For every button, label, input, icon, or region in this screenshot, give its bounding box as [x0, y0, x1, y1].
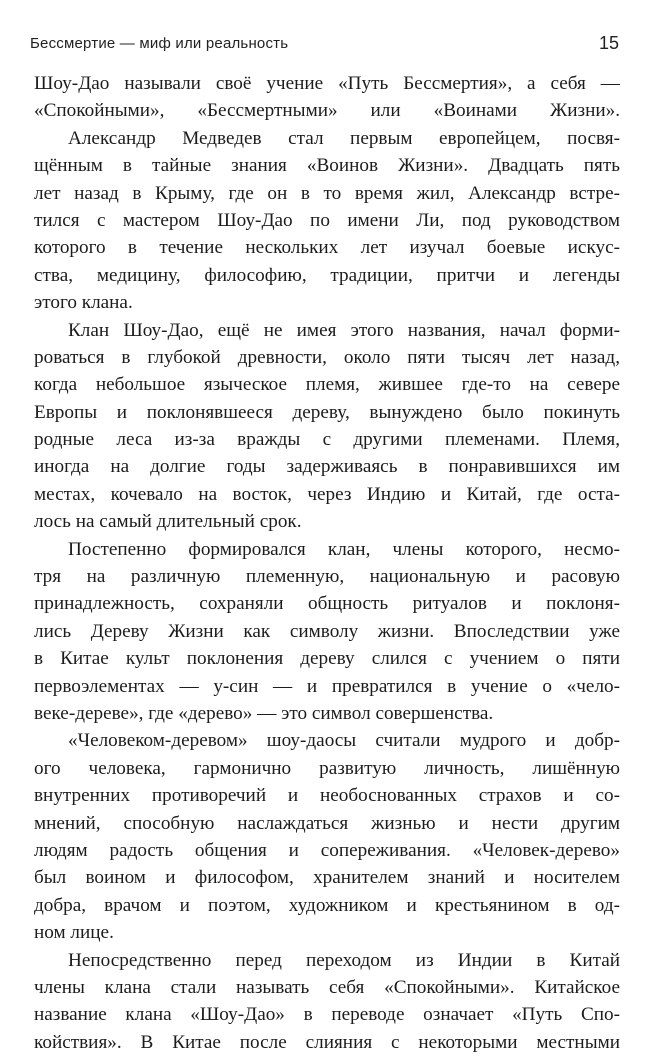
text-line: ого человека, гармонично развитую личность, лишённую — [34, 757, 620, 779]
text-line: тря на различную племенную, национальную и расовую — [34, 566, 620, 588]
text-line: Постепенно формировался клан, члены которого, несмо- — [68, 538, 620, 560]
text-line: этого клана. — [34, 292, 133, 314]
text-line: внутренних противоречий и необоснованных страхов и со- — [34, 785, 620, 807]
text-line: был воином и философом, хранителем знаний и носителем — [34, 867, 620, 889]
text-line: Непосредственно перед переходом из Индии в Китай — [68, 949, 620, 971]
text-line: людям радость общения и сопереживания. «Человек-дерево» — [34, 839, 620, 861]
running-title: Бессмертие — миф или реальность — [30, 35, 289, 52]
text-line: тился с мастером Шоу-Дао по имени Ли, под руководством — [34, 209, 620, 231]
text-line: Александр Медведев стал первым европейцем, посвя- — [68, 127, 620, 149]
page-number: 15 — [598, 33, 619, 53]
text-line: добра, врачом и поэтом, художником и крестьянином в од- — [34, 894, 620, 916]
text-line: Клан Шоу-Дао, ещё не имея этого названия, начал форми- — [68, 319, 620, 341]
text-line: лось на самый длительный срок. — [34, 511, 302, 533]
text-line: «Спокойными», «Бессмертными» или «Воинами Жизни». — [34, 100, 620, 122]
text-line: первоэлементах — у-син — и превратился в учение о «чело- — [34, 675, 620, 697]
text-line: Шоу-Дао называли своё учение «Путь Бессмертия», а себя — — [34, 73, 620, 94]
text-line: ном лице. — [34, 922, 114, 944]
text-line: лись Дереву Жизни как символу жизни. Впоследствии уже — [34, 620, 620, 642]
text-line: принадлежность, сохраняли общность ритуалов и поклоня- — [34, 593, 620, 615]
body-text — [34, 70, 620, 1056]
text-line: когда небольшое языческое племя, жившее где-то на севере — [34, 374, 620, 396]
text-line: щённым в тайные знания «Воинов Жизни». Двадцать пять — [34, 155, 620, 177]
text-line: иногда на долгие годы задерживаясь в понравившихся им — [34, 456, 620, 478]
text-line: родные леса из-за вражды с другими племенами. Племя, — [34, 429, 620, 451]
text-line: веке-дереве», где «дерево» — это символ совершенства. — [34, 702, 494, 724]
text-line: название клана «Шоу-Дао» в переводе означает «Путь Спо- — [34, 1004, 620, 1026]
text-line: койствия». В Китае после слияния с некоторыми местными — [34, 1031, 620, 1053]
text-line: в Китае культ поклонения дереву слился с учением о пяти — [34, 648, 620, 670]
text-line: местах, кочевало на восток, через Индию и Китай, где оста- — [34, 483, 620, 505]
text-line: Европы и поклонявшееся дереву, вынуждено было покинуть — [34, 401, 620, 423]
text-line: мнений, способную наслаждаться жизнью и нести другим — [34, 812, 620, 834]
text-line: «Человеком-деревом» шоу-даосы считали мудрого и добр- — [68, 730, 620, 752]
text-line: лет назад в Крыму, где он в то время жил, Александр встре- — [34, 182, 620, 204]
text-line: роваться в глубокой древности, около пяти тысяч лет назад, — [34, 346, 620, 368]
text-line: которого в течение нескольких лет изучал боевые искус- — [34, 237, 620, 259]
text-line: ства, медицину, философию, традиции, притчи и легенды — [34, 264, 620, 286]
text-line: члены клана стали называть себя «Спокойными». Китайское — [34, 976, 620, 998]
